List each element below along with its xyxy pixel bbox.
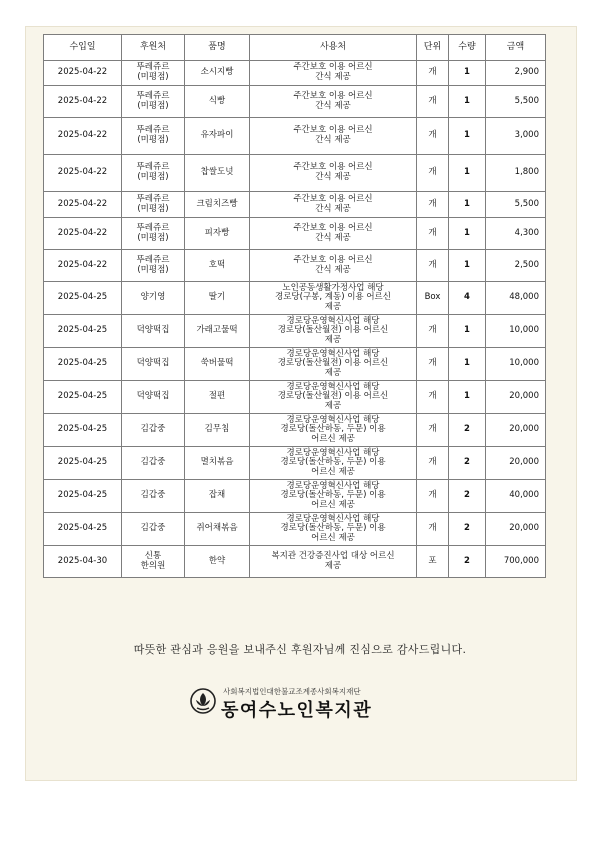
cell-qty: 1 xyxy=(449,348,486,381)
cell-amount: 20,000 xyxy=(486,414,546,447)
cell-donor: 신통 한의원 xyxy=(122,546,185,578)
org-parent-name: 사회복지법인대한불교조계종사회복지재단 xyxy=(223,687,361,696)
cell-donor: 양기영 xyxy=(122,282,185,315)
table-row xyxy=(44,348,546,381)
cell-usage: 주간보호 이용 어르신 간식 제공 xyxy=(250,61,417,86)
cell-item: 피자빵 xyxy=(185,218,250,250)
table-row xyxy=(44,86,546,118)
table-row xyxy=(44,250,546,282)
cell-amount: 40,000 xyxy=(486,480,546,513)
cell-qty: 1 xyxy=(449,192,486,218)
cell-item: 쑥버물떡 xyxy=(185,348,250,381)
cell-unit: 개 xyxy=(417,250,449,282)
header-qty: 수량 xyxy=(449,35,486,61)
cell-amount: 10,000 xyxy=(486,348,546,381)
cell-qty: 1 xyxy=(449,315,486,348)
cell-item: 크림치즈빵 xyxy=(185,192,250,218)
cell-donor: 뚜레쥬르 (미평점) xyxy=(122,250,185,282)
cell-date: 2025-04-22 xyxy=(44,118,122,155)
cell-usage: 경로당운영혁신사업 해당 경로당(돌산하동, 두문) 이용 어르신 제공 xyxy=(250,414,417,447)
cell-item: 잡채 xyxy=(185,480,250,513)
cell-item: 김무침 xyxy=(185,414,250,447)
cell-unit: 개 xyxy=(417,447,449,480)
cell-amount: 2,900 xyxy=(486,61,546,86)
cell-donor: 덕양떡집 xyxy=(122,381,185,414)
cell-qty: 1 xyxy=(449,155,486,192)
cell-donor: 뚜레쥬르 (미평점) xyxy=(122,86,185,118)
cell-donor: 김갑중 xyxy=(122,447,185,480)
cell-usage: 주간보호 이용 어르신 간식 제공 xyxy=(250,86,417,118)
table-row xyxy=(44,414,546,447)
cell-donor: 덕양떡집 xyxy=(122,348,185,381)
cell-unit: Box xyxy=(417,282,449,315)
table-row xyxy=(44,447,546,480)
cell-date: 2025-04-25 xyxy=(44,381,122,414)
header-date: 수입일 xyxy=(44,35,122,61)
cell-unit: 개 xyxy=(417,86,449,118)
cell-amount: 700,000 xyxy=(486,546,546,578)
org-name: 동여수노인복지관 xyxy=(221,700,373,721)
table-header-row xyxy=(44,35,546,61)
cell-usage: 주간보호 이용 어르신 간식 제공 xyxy=(250,118,417,155)
cell-date: 2025-04-25 xyxy=(44,513,122,546)
cell-unit: 개 xyxy=(417,61,449,86)
header-donor: 후원처 xyxy=(122,35,185,61)
table-row xyxy=(44,480,546,513)
cell-qty: 2 xyxy=(449,447,486,480)
cell-date: 2025-04-25 xyxy=(44,282,122,315)
donation-table xyxy=(43,34,546,578)
cell-unit: 포 xyxy=(417,546,449,578)
cell-amount: 4,300 xyxy=(486,218,546,250)
cell-amount: 20,000 xyxy=(486,381,546,414)
cell-donor: 김갑중 xyxy=(122,513,185,546)
table-row xyxy=(44,118,546,155)
cell-unit: 개 xyxy=(417,315,449,348)
cell-qty: 1 xyxy=(449,381,486,414)
cell-date: 2025-04-25 xyxy=(44,447,122,480)
cell-qty: 2 xyxy=(449,480,486,513)
cell-date: 2025-04-22 xyxy=(44,218,122,250)
cell-usage: 노인공동생활가정사업 해당 경로당(구봉, 계동) 이용 어르신 제공 xyxy=(250,282,417,315)
cell-qty: 1 xyxy=(449,86,486,118)
cell-date: 2025-04-30 xyxy=(44,546,122,578)
cell-unit: 개 xyxy=(417,118,449,155)
cell-qty: 2 xyxy=(449,414,486,447)
header-item: 품명 xyxy=(185,35,250,61)
cell-unit: 개 xyxy=(417,348,449,381)
header-usage: 사용처 xyxy=(250,35,417,61)
cell-unit: 개 xyxy=(417,381,449,414)
cell-item: 식빵 xyxy=(185,86,250,118)
cell-qty: 4 xyxy=(449,282,486,315)
cell-qty: 1 xyxy=(449,61,486,86)
table-row xyxy=(44,513,546,546)
cell-item: 절편 xyxy=(185,381,250,414)
cell-donor: 뚜레쥬르 (미평점) xyxy=(122,61,185,86)
cell-date: 2025-04-25 xyxy=(44,414,122,447)
organization-logo xyxy=(190,682,420,722)
cell-usage: 주간보호 이용 어르신 간식 제공 xyxy=(250,218,417,250)
cell-qty: 1 xyxy=(449,118,486,155)
cell-date: 2025-04-22 xyxy=(44,61,122,86)
cell-amount: 20,000 xyxy=(486,513,546,546)
table-row xyxy=(44,381,546,414)
cell-item: 한약 xyxy=(185,546,250,578)
table-row xyxy=(44,546,546,578)
cell-donor: 뚜레쥬르 (미평점) xyxy=(122,118,185,155)
table-row xyxy=(44,155,546,192)
lotus-emblem-icon xyxy=(190,688,216,714)
cell-donor: 뚜레쥬르 (미평점) xyxy=(122,155,185,192)
cell-item: 가래고물떡 xyxy=(185,315,250,348)
cell-usage: 주간보호 이용 어르신 간식 제공 xyxy=(250,155,417,192)
cell-date: 2025-04-22 xyxy=(44,86,122,118)
cell-amount: 48,000 xyxy=(486,282,546,315)
cell-unit: 개 xyxy=(417,414,449,447)
cell-date: 2025-04-22 xyxy=(44,250,122,282)
cell-amount: 1,800 xyxy=(486,155,546,192)
cell-donor: 김갑중 xyxy=(122,480,185,513)
cell-usage: 주간보호 이용 어르신 간식 제공 xyxy=(250,250,417,282)
cell-usage: 복지관 건강증진사업 대상 어르신 제공 xyxy=(250,546,417,578)
cell-donor: 뚜레쥬르 (미평점) xyxy=(122,192,185,218)
cell-item: 찹쌀도넛 xyxy=(185,155,250,192)
cell-donor: 덕양떡집 xyxy=(122,315,185,348)
cell-amount: 5,500 xyxy=(486,192,546,218)
cell-usage: 경로당운영혁신사업 해당 경로당(돌산월전) 이용 어르신 제공 xyxy=(250,348,417,381)
cell-amount: 2,500 xyxy=(486,250,546,282)
cell-amount: 20,000 xyxy=(486,447,546,480)
cell-date: 2025-04-25 xyxy=(44,480,122,513)
cell-donor: 뚜레쥬르 (미평점) xyxy=(122,218,185,250)
cell-item: 딸기 xyxy=(185,282,250,315)
cell-unit: 개 xyxy=(417,513,449,546)
cell-date: 2025-04-22 xyxy=(44,192,122,218)
cell-qty: 1 xyxy=(449,218,486,250)
cell-usage: 주간보호 이용 어르신 간식 제공 xyxy=(250,192,417,218)
table-row xyxy=(44,315,546,348)
cell-item: 호떡 xyxy=(185,250,250,282)
cell-amount: 10,000 xyxy=(486,315,546,348)
thanks-message: 따뜻한 관심과 응원을 보내주신 후원자님께 진심으로 감사드립니다. xyxy=(133,643,467,656)
cell-item: 멸치볶음 xyxy=(185,447,250,480)
cell-unit: 개 xyxy=(417,192,449,218)
table-row xyxy=(44,282,546,315)
cell-amount: 3,000 xyxy=(486,118,546,155)
cell-date: 2025-04-25 xyxy=(44,315,122,348)
cell-date: 2025-04-22 xyxy=(44,155,122,192)
cell-usage: 경로당운영혁신사업 해당 경로당(돌산하동, 두문) 이용 어르신 제공 xyxy=(250,447,417,480)
cell-item: 소시지빵 xyxy=(185,61,250,86)
cell-item: 유자파이 xyxy=(185,118,250,155)
cell-donor: 김갑중 xyxy=(122,414,185,447)
cell-amount: 5,500 xyxy=(486,86,546,118)
cell-unit: 개 xyxy=(417,155,449,192)
cell-usage: 경로당운영혁신사업 해당 경로당(돌산하동, 두문) 이용 어르신 제공 xyxy=(250,480,417,513)
header-amount: 금액 xyxy=(486,35,546,61)
cell-qty: 1 xyxy=(449,250,486,282)
cell-item: 쥐어채볶음 xyxy=(185,513,250,546)
header-unit: 단위 xyxy=(417,35,449,61)
cell-unit: 개 xyxy=(417,218,449,250)
cell-qty: 2 xyxy=(449,546,486,578)
cell-usage: 경로당운영혁신사업 해당 경로당(돌산하동, 두문) 이용 어르신 제공 xyxy=(250,513,417,546)
cell-usage: 경로당운영혁신사업 해당 경로당(돌산월전) 이용 어르신 제공 xyxy=(250,381,417,414)
table-row xyxy=(44,218,546,250)
cell-date: 2025-04-25 xyxy=(44,348,122,381)
cell-qty: 2 xyxy=(449,513,486,546)
table-row xyxy=(44,61,546,86)
cell-unit: 개 xyxy=(417,480,449,513)
table-row xyxy=(44,192,546,218)
cell-usage: 경로당운영혁신사업 해당 경로당(돌산월전) 이용 어르신 제공 xyxy=(250,315,417,348)
